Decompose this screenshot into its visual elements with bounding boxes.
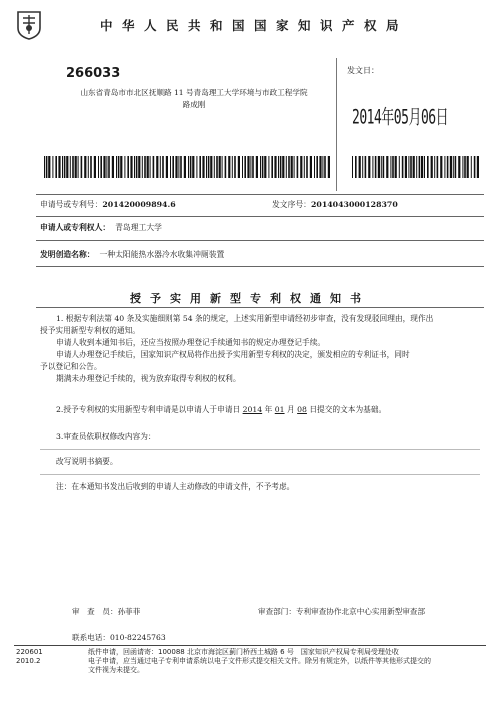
invention-row bbox=[40, 249, 224, 260]
application-number-row bbox=[40, 199, 176, 210]
barcode-right bbox=[352, 156, 480, 178]
organization-name: 中华人民共和国国家知识产权局 bbox=[100, 18, 409, 33]
divider bbox=[36, 266, 484, 267]
year-suffix: 年 bbox=[262, 405, 275, 414]
department-row bbox=[258, 606, 425, 617]
amendment-content: 改写说明书摘要。 bbox=[56, 457, 118, 466]
footer-note-3: 文件视为未提交。 bbox=[88, 666, 144, 674]
submission-month: 01 bbox=[274, 405, 285, 414]
submission-day: 08 bbox=[297, 405, 307, 414]
applicant-name: 青岛理工大学 bbox=[115, 223, 162, 232]
notice-title: 授予实用新型专利权通知书 bbox=[130, 292, 370, 305]
invention-label: 发明创造名称： bbox=[40, 250, 95, 259]
p2-line-1: 申请人收到本通知书后，还应当按照办理登记手续通知书的规定办理登记手续。 bbox=[56, 338, 326, 347]
document-number-row bbox=[272, 199, 398, 210]
barcode-left bbox=[44, 156, 330, 178]
application-number: 201420009894.6 bbox=[102, 200, 176, 209]
month-suffix: 月 bbox=[284, 405, 298, 414]
phone-row bbox=[72, 632, 166, 643]
address-line-1: 山东省青岛市市北区抚顺路 11 号青岛理工大学环境与市政工程学院 bbox=[80, 88, 308, 97]
document-number-label: 发文序号： bbox=[272, 200, 311, 209]
divider bbox=[40, 449, 480, 450]
form-code bbox=[16, 648, 43, 666]
examiner-name: 孙菲菲 bbox=[117, 607, 141, 616]
divider bbox=[14, 645, 486, 646]
submission-year: 2014 bbox=[242, 405, 263, 414]
postcode: 266033 bbox=[66, 66, 121, 81]
divider bbox=[40, 474, 480, 475]
phone-label: 联系电话： bbox=[72, 633, 110, 642]
emblem-logo bbox=[14, 8, 44, 40]
examiner-row bbox=[72, 606, 140, 617]
recipient-address bbox=[58, 87, 330, 111]
phone-number: 010-82245763 bbox=[109, 633, 166, 642]
paragraph-2 bbox=[40, 404, 480, 416]
p1-line-2: 授予实用新型专利权的通知。 bbox=[40, 326, 140, 335]
invention-name: 一种太阳能热水器冷水收集冲厕装置 bbox=[99, 250, 225, 259]
form-code-version: 2010.2 bbox=[16, 657, 41, 665]
footer-note-1: 纸件申请，回函请寄：100088 北京市海淀区蓟门桥西土城路 6 号 国家知识产权局专利局受理处收 bbox=[88, 648, 399, 656]
p3-line-2: 予以登记和公告。 bbox=[40, 362, 102, 371]
examiner-label: 审 查 员： bbox=[72, 607, 118, 616]
p4-line-1: 期满未办理登记手续的，视为放弃取得专利权的权利。 bbox=[56, 374, 241, 383]
document-number: 2014043000128370 bbox=[310, 200, 398, 209]
p5-suffix: 日提交的文本为基础。 bbox=[306, 405, 387, 414]
paragraph-3: 3.审查员依职权修改内容为： bbox=[56, 432, 156, 441]
application-number-label: 申请号或专利号： bbox=[40, 200, 103, 209]
department-label: 审查部门： bbox=[258, 607, 296, 616]
paragraph-1 bbox=[40, 313, 480, 385]
department-name: 专利审查协作北京中心实用新型审查部 bbox=[295, 607, 426, 616]
p1-line-1: 1. 根据专利法第 40 条及实施细则第 54 条的规定，上述实用新型申请经初步审查，没有发现驳回理由，现作出 bbox=[56, 314, 434, 323]
applicant-label: 申请人或专利权人： bbox=[40, 223, 111, 232]
address-line-2: 路成刚 bbox=[182, 100, 206, 109]
note-paragraph: 注：在本通知书发出后收到的申请人主动修改的申请文件，不予考虑。 bbox=[56, 482, 295, 491]
divider bbox=[36, 216, 484, 217]
applicant-row bbox=[40, 222, 162, 233]
footer-note-2: 电子申请，应当通过电子专利申请系统以电子文件形式提交相关文件。除另有规定外，以纸件等其他形式提交的 bbox=[88, 657, 431, 665]
divider bbox=[36, 240, 484, 241]
divider bbox=[36, 194, 484, 195]
p3-line-1: 申请人办理登记手续后，国家知识产权局将作出授予实用新型专利权的决定，颁发相应的专利证书，同时 bbox=[56, 350, 410, 359]
footer-notes bbox=[88, 648, 488, 675]
form-code-number: 220601 bbox=[16, 648, 43, 656]
issue-date: 2014年05月06日 bbox=[352, 107, 449, 130]
p5-prefix: 2.授予专利权的实用新型专利申请是以申请人于申请日 bbox=[56, 405, 243, 414]
divider bbox=[36, 307, 484, 308]
issue-date-label: 发文日： bbox=[347, 66, 379, 75]
